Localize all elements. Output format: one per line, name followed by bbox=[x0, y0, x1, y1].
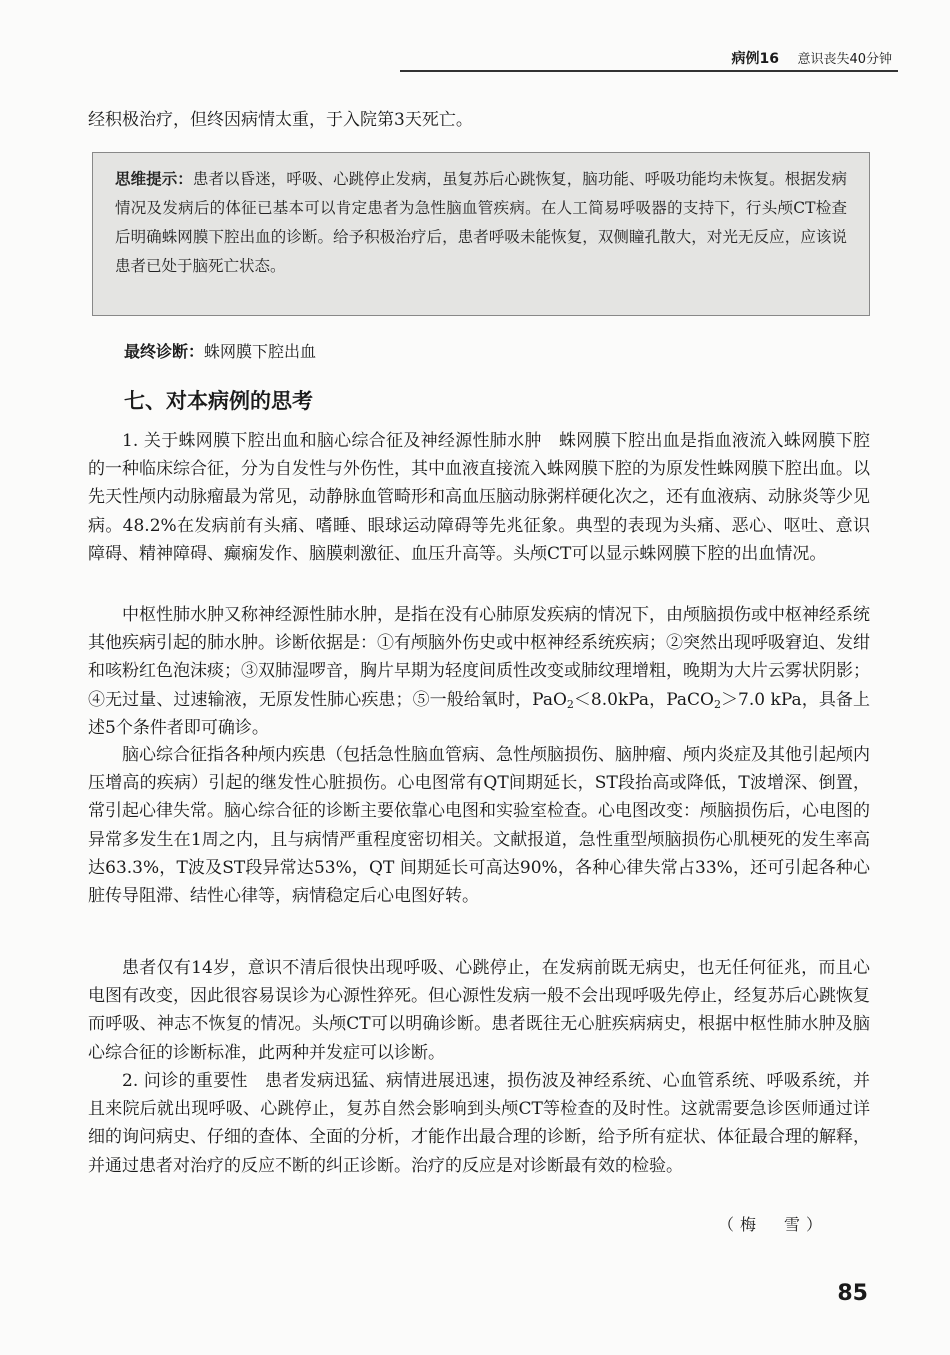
hint-label: 思维提示： bbox=[115, 170, 193, 188]
diagnosis-label: 最终诊断： bbox=[124, 342, 205, 361]
final-diagnosis bbox=[124, 340, 316, 364]
p2-sub-2: 2 bbox=[714, 697, 722, 711]
header-rule bbox=[400, 70, 898, 72]
running-head bbox=[732, 48, 892, 68]
paragraph-history-taking: 2. 问诊的重要性 患者发病迅猛、病情进展迅速，损伤波及神经系统、心血管系统、呼吸系统，并且来院后就出现呼吸、心跳停止，复苏自然会影响到头颅CT等检查的及时性。这就需要急诊医师通过详细的询问病史、仔细的查体、全面的分析，才能作出最合理的诊断，给予所有症状、体征最合理的解释，并通过患者对治疗的反应不断的纠正诊断。治疗的反应是对诊断最有效的检验。 bbox=[88, 1071, 870, 1176]
thinking-hint-box bbox=[92, 152, 870, 316]
page-number: 85 bbox=[837, 1281, 868, 1306]
paragraph-patient: 患者仅有14岁，意识不清后很快出现呼吸、心跳停止，在发病前既无病史，也无任何征兆，而且心电图有改变，因此很容易误诊为心源性猝死。但心源性发病一般不会出现呼吸先停止，经复苏后心跳恢复而呼吸、神志不恢复的情况。头颅CT可以明确诊断。患者既往无心脏疾病病史，根据中枢性肺水肿及脑心综合征的诊断标准，此两种并发症可以诊断。 bbox=[88, 958, 870, 1063]
p2-text-b: ＜8.0kPa，PaCO bbox=[573, 689, 714, 710]
paragraph-sah: 1. 关于蛛网膜下腔出血和脑心综合征及神经源性肺水肿 蛛网膜下腔出血是指血液流入蛛网膜下腔的一种临床综合征，分为自发性与外伤性，其中血液直接流入蛛网膜下腔的为原发性蛛网膜下腔出血。以先天性颅内动脉瘤最为常见，动静脉血管畸形和高血压脑动脉粥样硬化次之，还有血液病、动脉炎等少见病。48.2%在发病前有头痛、嗜睡、眼球运动障碍等先兆征象。典型的表现为头痛、恶心、呕吐、意识障碍、精神障碍、癫痫发作、脑膜刺激征、血压升高等。头颅CT可以显示蛛网膜下腔的出血情况。 bbox=[88, 431, 870, 564]
running-head-case: 病例16 bbox=[731, 51, 779, 67]
p2-text-c: ＞7.0 kPa，具备上述5个条件者即可确诊。 bbox=[88, 689, 870, 738]
p2-text-a: 中枢性肺水肿又称神经源性肺水肿，是指在没有心肺原发疾病的情况下，由颅脑损伤或中枢神经系统其他疾病引起的肺水肿。诊断依据是：①有颅脑外伤史或中枢神经系统疾病；②突然出现呼吸窘迫、发绀和咳粉红色泡沫痰；③双肺湿啰音，胸片早期为轻度间质性改变或肺纹理增粗，晚期为大片云雾状阴影；④无过量、过速输液，无原发性肺心疾患；⑤一般给氧时，PaO bbox=[88, 605, 870, 710]
hint-text: 患者以昏迷，呼吸、心跳停止发病，虽复苏后心跳恢复，脑功能、呼吸功能均未恢复。根据发病情况及发病后的体征已基本可以肯定患者为急性脑血管疾病。在人工简易呼吸器的支持下，行头颅CT检查后明确蛛网膜下腔出血的诊断。给予积极治疗后，患者呼吸未能恢复，双侧瞳孔散大，对光无反应，应该说患者已处于脑死亡状态。 bbox=[115, 170, 847, 275]
diagnosis-value: 蛛网膜下腔出血 bbox=[204, 342, 317, 361]
paragraph-brain-heart: 脑心综合征指各种颅内疾患（包括急性脑血管病、急性颅脑损伤、脑肿瘤、颅内炎症及其他引起颅内压增高的疾病）引起的继发性心脏损伤。心电图常有QT间期延长，ST段抬高或降低，T波增深、倒置，常引起心律失常。脑心综合征的诊断主要依靠心电图和实验室检查。心电图改变：颅脑损伤后，心电图的异常多发生在1周之内，且与病情严重程度密切相关。文献报道，急性重型颅脑损伤心肌梗死的发生率高达63.3%，T波及ST段异常达53%，QT 间期延长可高达90%，各种心律失常占33%，还可引起各种心脏传导阻滞、结性心律等，病情稳定后心电图好转。 bbox=[88, 745, 870, 907]
section-title: 七、对本病例的思考 bbox=[124, 389, 313, 413]
author: （梅 雪） bbox=[717, 1215, 828, 1234]
running-head-topic: 意识丧失40分钟 bbox=[797, 52, 892, 67]
p2-sub-1: 2 bbox=[566, 697, 574, 711]
continuation-line: 经积极治疗，但终因病情太重，于入院第3天死亡。 bbox=[88, 110, 473, 130]
paragraph-neurogenic-edema bbox=[88, 601, 870, 742]
